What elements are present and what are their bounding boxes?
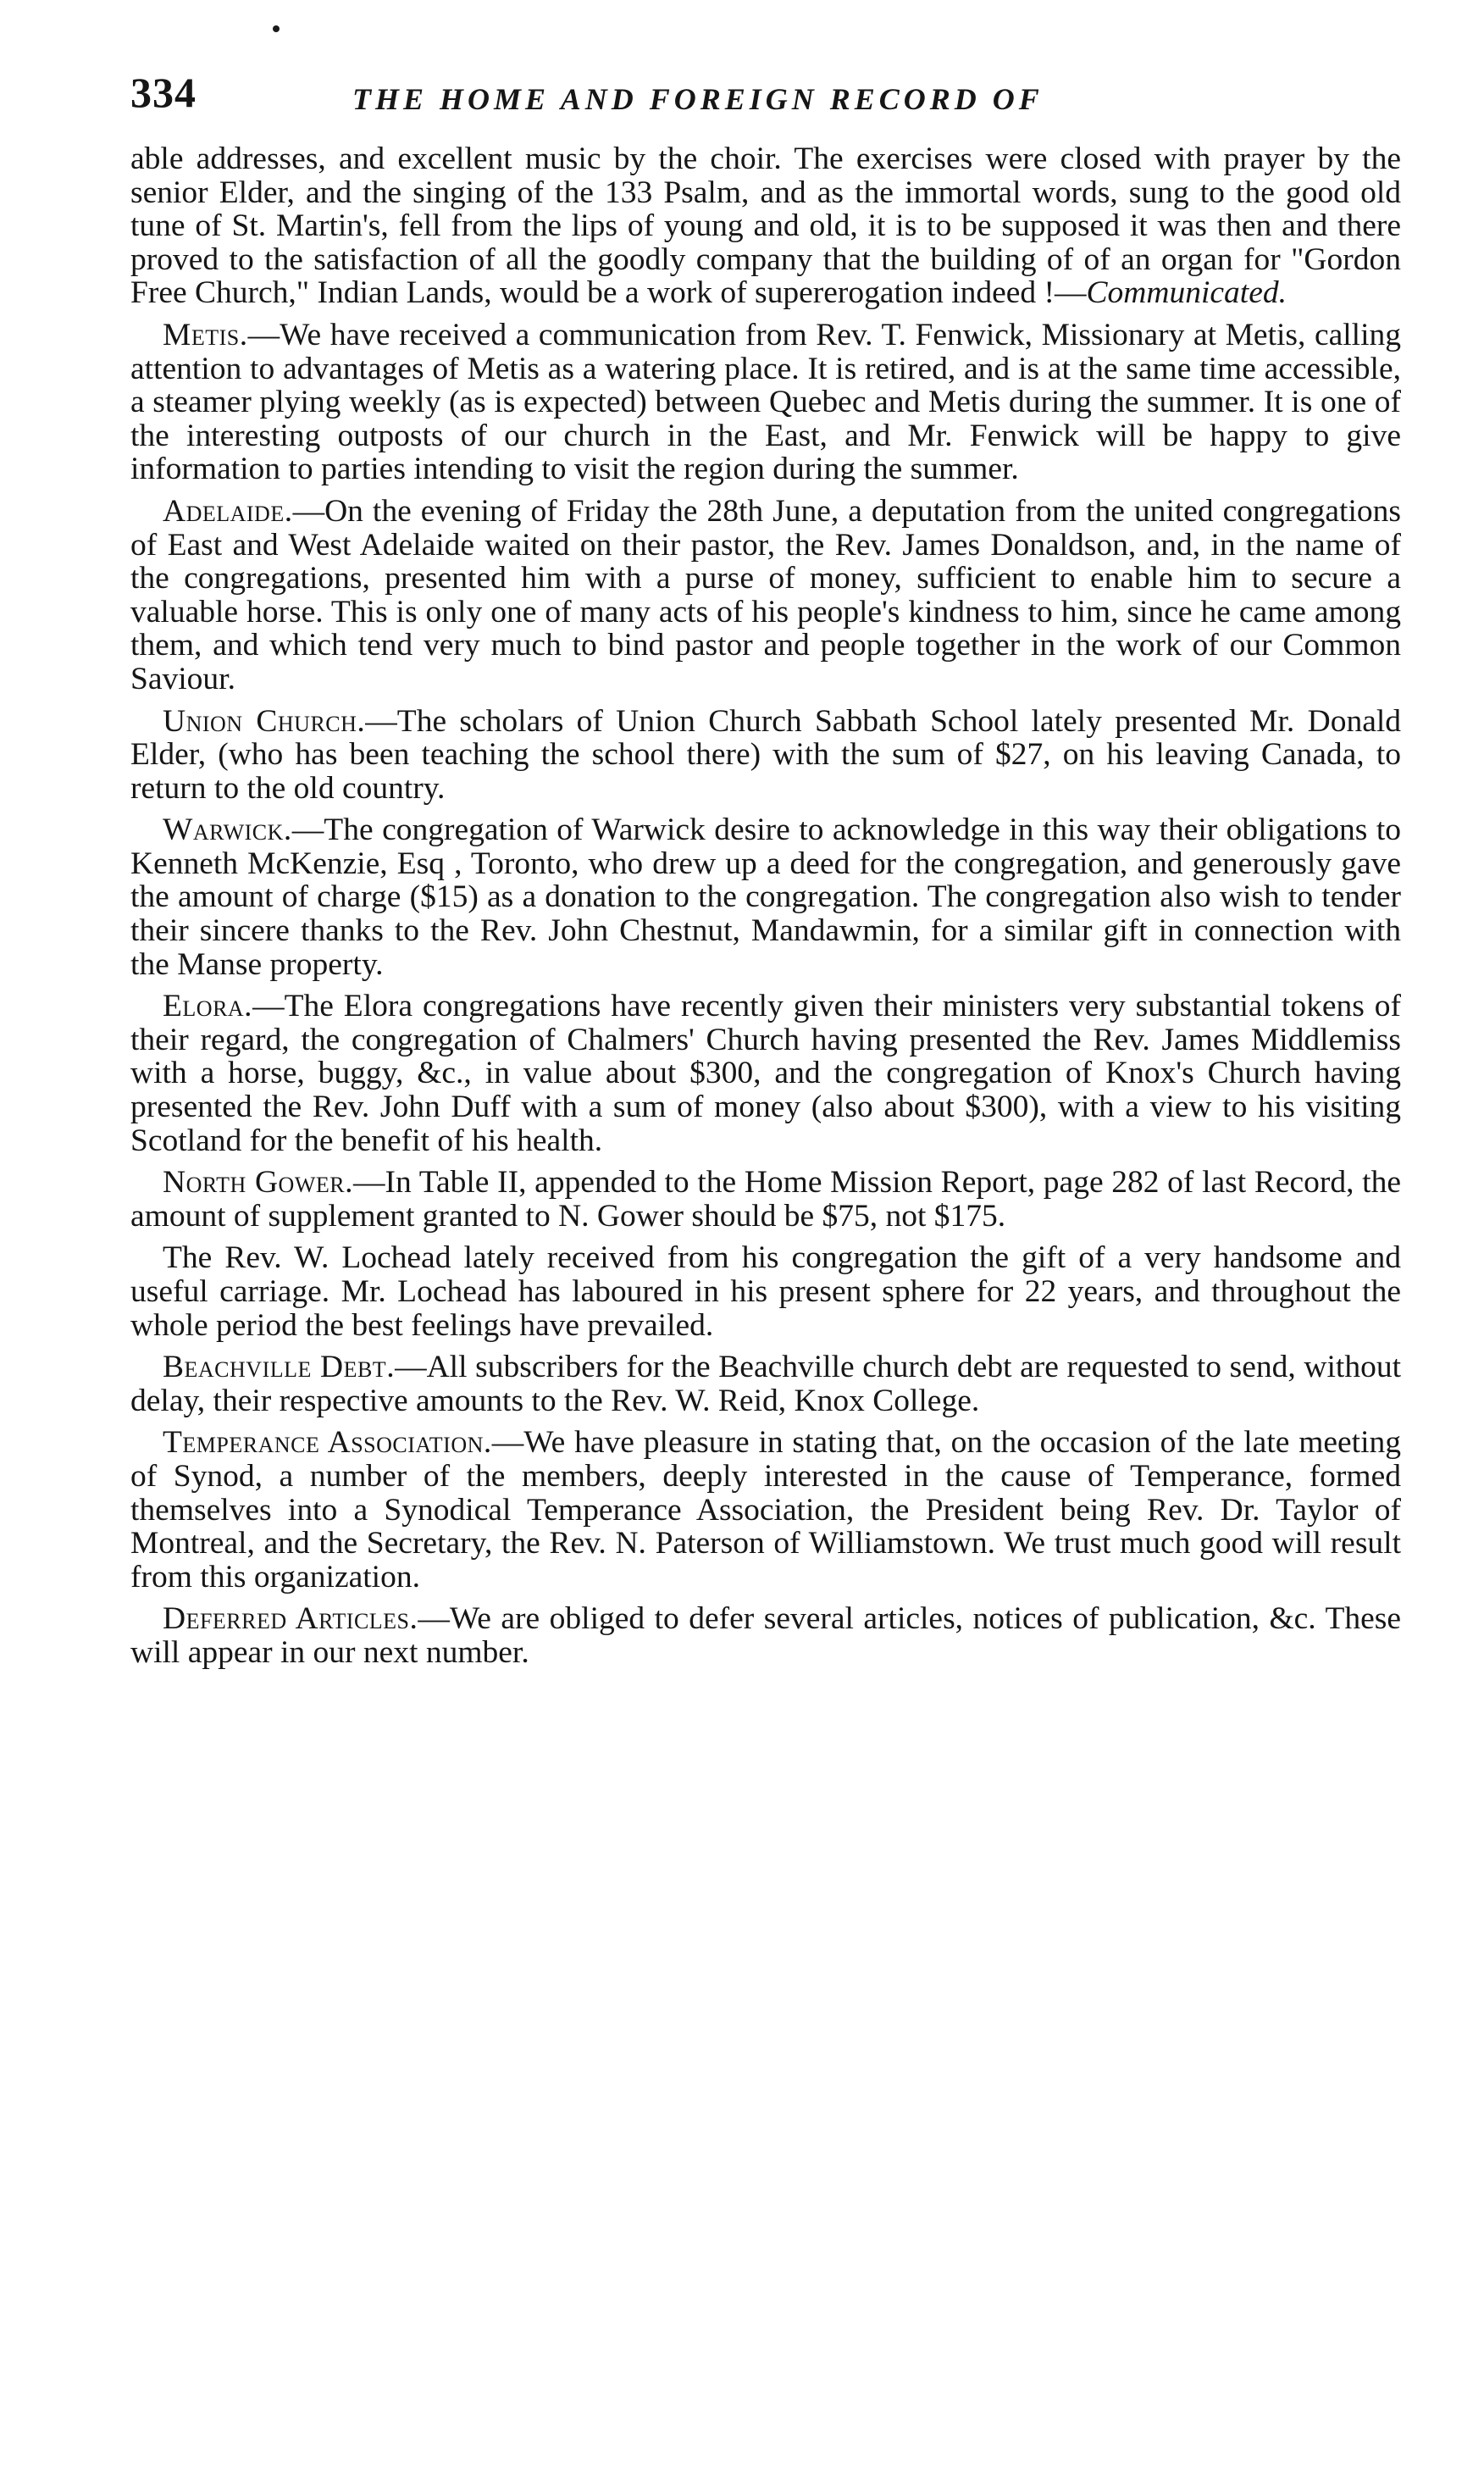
paragraph-temperance [130, 1426, 1401, 1594]
paragraph-lead: Union Church. [163, 703, 366, 739]
text-column [130, 142, 1401, 1670]
paragraph-lead: Adelaide. [163, 493, 293, 529]
paragraph-lochead [130, 1241, 1401, 1342]
paragraph-union-church [130, 705, 1401, 806]
paragraph-lead: Elora. [163, 989, 253, 1024]
paragraph-text: —We have received a communication from Rev. T. Fenwick, Missionary at Metis, calling attention to advantages of Metis as a watering place. It is retired, and is at the same time accessible, a steamer plying weekly (as is expected) between Quebec and Metis during the summer. It is one of the interesting outposts of our church in the East, and Mr. Fenwick will be happy to give information to parties intending to visit the region during the summer. [130, 317, 1401, 487]
paragraph-credit: Communicated. [1086, 275, 1287, 311]
paragraph-deferred-articles [130, 1602, 1401, 1669]
paragraph-text: —All subscribers for the Beachville church debt are requested to send, without delay, their respective amounts to the Rev. W. Reid, Knox College. [130, 1350, 1402, 1418]
paragraph-adelaide [130, 495, 1401, 696]
ink-speck [273, 25, 280, 32]
paragraph-lead: Metis. [163, 317, 248, 352]
running-title: THE HOME AND FOREIGN RECORD OF [352, 82, 1044, 116]
paragraph-text: able addresses, and excellent music by the choir. The exercises were closed with prayer by the senior Elder, and the singing of the 133 Psalm, and as the immortal words, sung to the good old tune of St. Martin's, fell from the lips of young and old, it is to be supposed it was then and there proved to the satisfaction of all the goodly company that the building of of an organ for "Gordon Free Church," Indian Lands, would be a work of supererogation indeed !— [130, 141, 1401, 311]
paragraph-beachville [130, 1350, 1401, 1417]
paragraph-text: The Rev. W. Lochead lately received from his congregation the gift of a very handsome and useful carriage. Mr. Lochead has laboured in his present sphere for 22 years, and throughout the whole period the best feelings have prevailed. [130, 1240, 1401, 1343]
running-head [130, 61, 1401, 142]
paragraph-lead: Deferred Articles. [163, 1601, 418, 1637]
paragraph-organ-opening [130, 142, 1401, 310]
paragraph-text: —We have pleasure in stating that, on the occasion of the late meeting of Synod, a number of the members, deeply interested in the cause of Temperance, formed themselves into a Synodical Temperance Association, the President being Rev. Dr. Taylor of Montreal, and the Secretary, the Rev. N. Paterson of Williamstown. We trust much good will result from this organization. [130, 1425, 1401, 1594]
paragraph-text: —On the evening of Friday the 28th June, a deputation from the united congregations of East and West Adelaide waited on their pastor, the Rev. James Donaldson, and, in the name of the congregations, presented him with a purse of money, sufficient to enable him to secure a valuable horse. This is only one of many acts of his people's kindness to him, since he came among them, and which tend very much to bind pastor and people together in the work of our Common Saviour. [130, 493, 1401, 696]
paragraph-lead: Beachville Debt. [163, 1350, 396, 1385]
paragraph-metis [130, 319, 1401, 486]
paragraph-elora [130, 990, 1401, 1157]
paragraph-lead: Temperance Association. [163, 1425, 492, 1461]
paragraph-text: —The Elora congregations have recently given their ministers very substantial tokens of their regard, the congregation of Chalmers' Church having presented the Rev. James Middlemiss with a horse, buggy, &c., in value about $300, and the congregation of Knox's Church having presented the Rev. John Duff with a sum of money (also about $300), with a view to his visiting Scotland for the benefit of his health. [130, 989, 1401, 1158]
page-number: 334 [130, 69, 197, 116]
paragraph-text: —The scholars of Union Church Sabbath School lately presented Mr. Donald Elder, (who has been teaching the school there) with the sum of $27, on his leaving Canada, to return to the old country. [130, 703, 1402, 806]
paragraph-text: —We are obliged to defer several articles, notices of publication, &c. These will appear in our next number. [130, 1601, 1402, 1670]
paragraph-north-gower [130, 1166, 1401, 1233]
paragraph-text: —The congregation of Warwick desire to acknowledge in this way their obligations to Kenneth McKenzie, Esq , Toronto, who drew up a deed for the congregation, and generously gave the amount of charge ($15) as a donation to the congregation. The congregation also wish to tender their sincere thanks to the Rev. John Chestnut, Mandawmin, for a similar gift in connection with the Manse property. [130, 812, 1401, 982]
paragraph-text: —In Table II, appended to the Home Mission Report, page 282 of last Record, the amount of supplement granted to N. Gower should be $75, not $175. [130, 1165, 1401, 1234]
paragraph-lead: North Gower. [163, 1165, 353, 1201]
paragraph-lead: Warwick. [163, 812, 292, 848]
document-page [130, 61, 1401, 2425]
paragraph-warwick [130, 813, 1401, 981]
